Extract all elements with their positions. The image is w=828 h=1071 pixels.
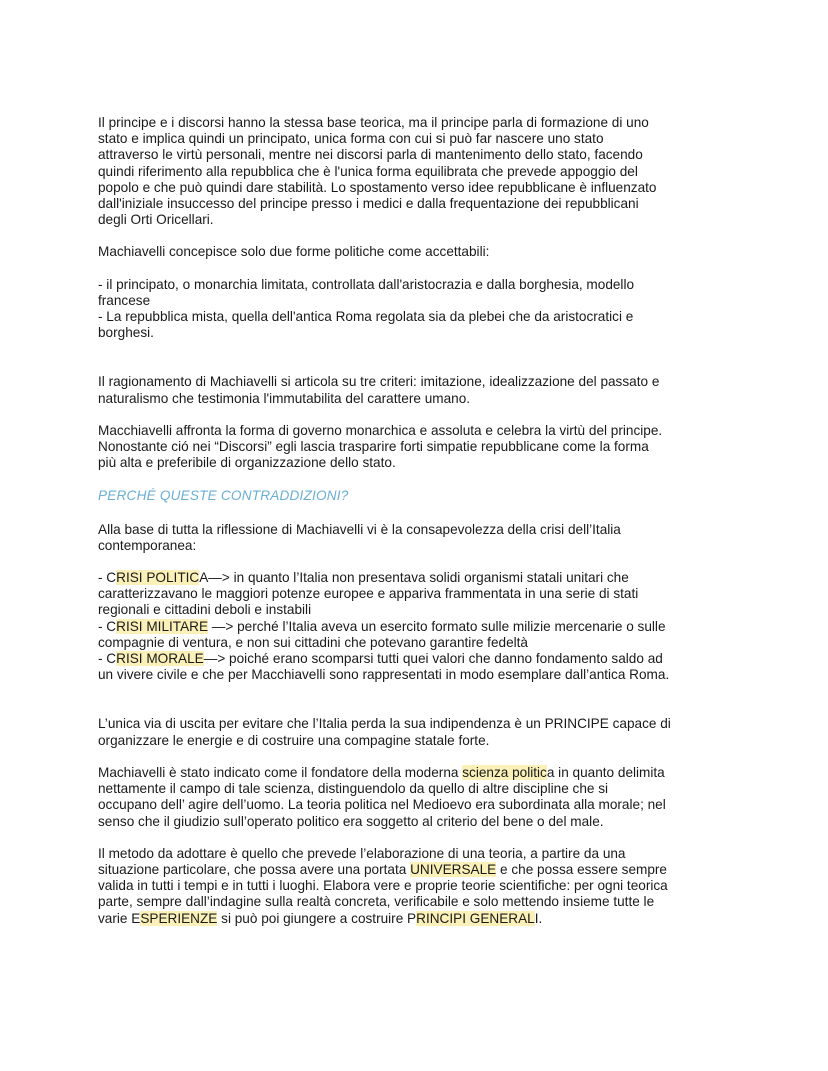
list-crisi (98, 570, 728, 683)
text-line: regionali e cittadini deboli e instabili (98, 602, 312, 618)
text-line: attraverso le virtù personali, mentre nei discorsi parla di mantenimento dello stato, facendo (98, 147, 643, 163)
text-line: più alta e preferibile di organizzazione dello stato. (98, 455, 396, 471)
text-line: organizzare le energie e di costruire una compagine statale forte. (98, 732, 490, 748)
paragraph-principe-discorsi (98, 115, 728, 228)
text-line: varie ESPERIENZE si può poi giungere a costruire PRINCIPI GENERALI. (98, 910, 543, 926)
crisi-militare-line: - CRISI MILITARE —> perché l’Italia aveva un esercito formato sulle milizie mercenarie o sulle (98, 618, 666, 634)
text-line: Macchiavelli affronta la forma di governo monarchica e assoluta e celebra la virtù del principe. (98, 422, 663, 438)
paragraph-scienza-politica (98, 765, 728, 830)
highlight: SPERIENZE (140, 910, 218, 926)
text-line: borghesi. (98, 325, 154, 341)
text-line: dall'iniziale insuccesso del principe presso i medici e dalla frequentazione dei repubblicani (98, 196, 639, 212)
text-line: Il ragionamento di Machiavelli si articola su tre criteri: imitazione, idealizzazione del passato e (98, 374, 660, 390)
text-line: Il principe e i discorsi hanno la stessa base teorica, ma il principe parla di formazione di uno (98, 115, 649, 130)
paragraph-crisi-intro (98, 522, 728, 554)
text-line: degli Orti Oricellari. (98, 212, 214, 228)
text-line: contemporanea: (98, 537, 197, 553)
text-line: caratterizzavano le maggiori potenze europee e appariva frammentata in una serie di stati (98, 586, 639, 602)
paragraph-ragionamento (98, 374, 728, 406)
text-line: compagnie di ventura, e non sui cittadini che potevano garantire fedeltà (98, 634, 528, 650)
text-line: senso che il giudizio sull’operato politico era soggetto al criterio del bene o del male. (98, 813, 604, 829)
text-line: Alla base di tutta la riflessione di Machiavelli vi è la consapevolezza della crisi dell’Italia (98, 521, 621, 537)
crisi-politica-line: - CRISI POLITICA—> in quanto l’Italia non presentava solidi organismi statali unitari che (98, 570, 629, 586)
text-line: - La repubblica mista, quella dell'antica Roma regolata sia da plebei che da aristocratici e (98, 309, 634, 325)
text-line: Il metodo da adottare è quello che prevede l’elaborazione di una teoria, a partire da una (98, 845, 626, 861)
crisi-morale-line: - CRISI MORALE—> poiché erano scomparsi tutti quei valori che danno fondamento saldo ad (98, 651, 663, 667)
text-line: Machiavelli concepisce solo due forme politiche come accettabili: (98, 244, 490, 260)
highlight: RISI POLITIC (116, 570, 200, 586)
paragraph-forma-governo (98, 423, 728, 472)
highlight: RINCIPI GENERAL (416, 910, 535, 926)
text-line: un vivere civile e che per Macchiavelli sono rappresentati in modo esemplare dall’antica Roma. (98, 667, 670, 683)
paragraph-due-forme (98, 244, 728, 260)
text-line: popolo e che può quindi dare stabilità. Lo spostamento verso idee repubblicane è influenzato (98, 179, 657, 195)
text-line: Machiavelli è stato indicato come il fondatore della moderna scienza politica in quanto delimita (98, 764, 665, 780)
list-forme-politiche (98, 277, 728, 342)
highlight: RISI MORALE (116, 651, 204, 667)
highlight: UNIVERSALE (410, 861, 497, 877)
highlight: RISI MILITARE (116, 618, 209, 634)
text-line: nettamente il campo di tale scienza, distinguendolo da quello di altre discipline che si (98, 781, 609, 797)
paragraph-principe-via-uscita (98, 716, 728, 748)
text-line: naturalismo che testimonia l'immutabilita del carattere umano. (98, 390, 471, 406)
text-line: parte, sempre dall’indagine sulla realtà concreta, verificabile e solo mettendo insieme tutte le (98, 894, 655, 910)
paragraph-metodo (98, 846, 728, 927)
section-heading: PERCHÉ QUESTE CONTRADDIZIONI? (98, 488, 349, 504)
text-line: Nonostante ció nei “Discorsi” egli lascia trasparire forti simpatie repubblicane come la forma (98, 439, 649, 455)
text-line: - il principato, o monarchia limitata, controllata dall'aristocrazia e dalla borghesia, modello (98, 276, 635, 292)
text-line: francese (98, 292, 151, 308)
text-line: L’unica via di uscita per evitare che l’Italia perda la sua indipendenza è un PRINCIPE capace di (98, 716, 671, 732)
text-line: situazione particolare, che possa avere una portata UNIVERSALE e che possa essere sempre (98, 861, 667, 877)
text-line: stato e implica quindi un principato, unica forma con cui si può far nascere uno stato (98, 131, 604, 147)
text-line: valida in tutti i tempi e in tutti i luoghi. Elabora vere e proprie teorie scientifiche: per ogni teorica (98, 878, 668, 894)
highlight: scienza politic (462, 764, 547, 780)
text-line: occupano dell’ agire dell’uomo. La teoria politica nel Medioevo era subordinata alla morale; nel (98, 797, 666, 813)
text-line: quindi riferimento alla repubblica che è l'unica forma equilibrata che prevede appoggio del (98, 163, 638, 179)
